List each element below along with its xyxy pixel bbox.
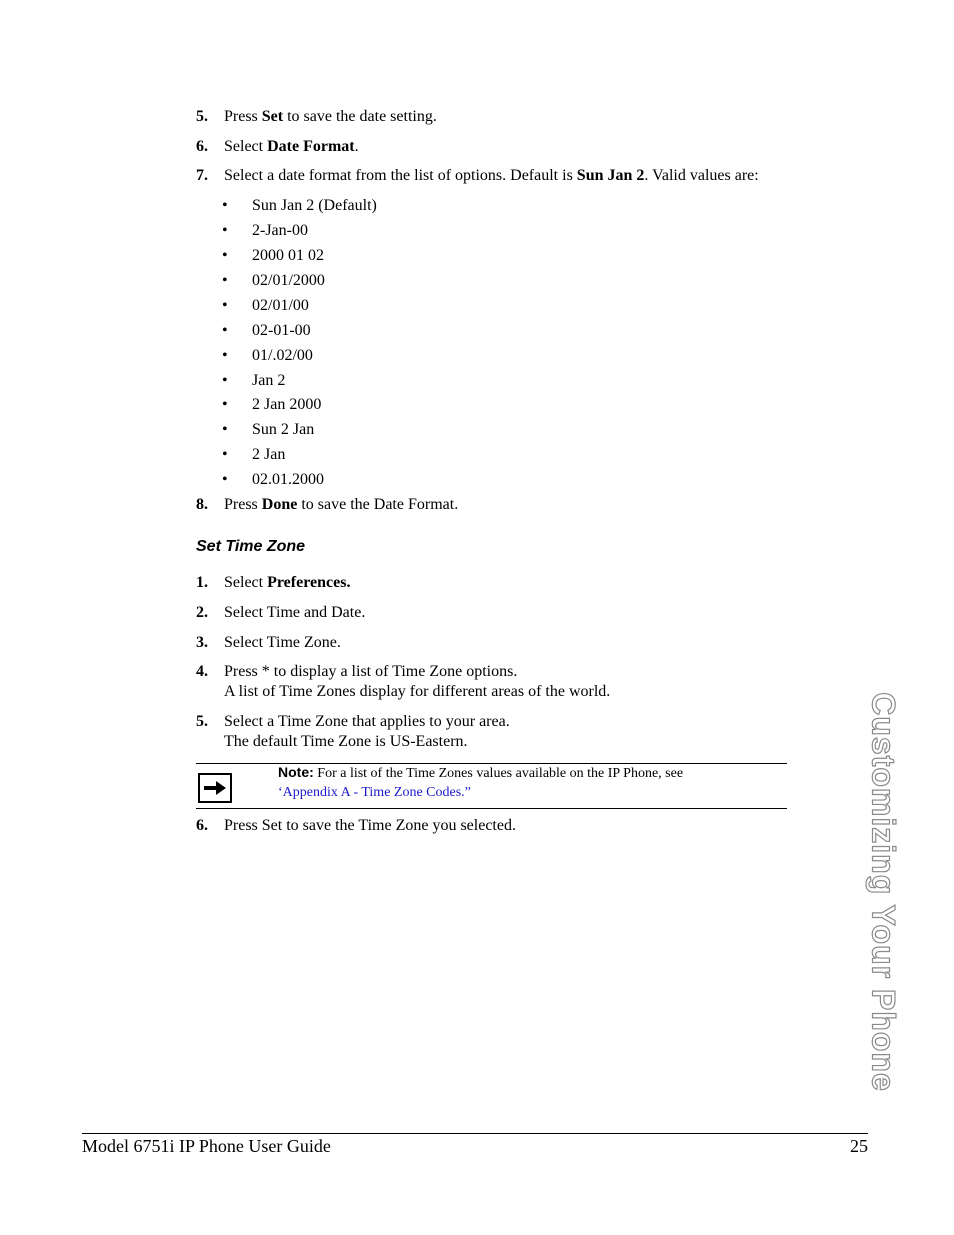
step-text (224, 573, 350, 593)
bullet-icon: • (222, 372, 228, 389)
date-format-option: 02-01-00 (252, 322, 311, 339)
step-text-pre: Select (224, 138, 268, 155)
step-text-continued: The default Time Zone is US-Eastern. (224, 733, 468, 750)
date-format-option: 2-Jan-00 (252, 222, 308, 239)
step-text-pre: Select (224, 574, 268, 591)
bullet-icon: • (222, 396, 228, 413)
step-number: 7. (196, 167, 208, 184)
step-number: 8. (196, 496, 208, 513)
step-text-post: to save the date setting. (283, 108, 437, 125)
chapter-side-tab-label: Customizing Your Phone (865, 692, 902, 1092)
step-text (224, 166, 759, 186)
bullet-icon: • (222, 471, 228, 488)
step-number: 6. (196, 138, 208, 155)
date-format-option: 02/01/00 (252, 297, 309, 314)
footer-title: Model 6751i IP Phone User Guide (82, 1136, 331, 1156)
step-text-post: . (354, 138, 359, 155)
step-text: Select Time and Date. (224, 604, 366, 621)
bullet-icon: • (222, 322, 228, 339)
date-format-option: 01/.02/00 (252, 347, 313, 364)
step-number: 5. (196, 108, 208, 125)
step-text: Select a Time Zone that applies to your area. (224, 713, 510, 730)
step-text (224, 495, 458, 515)
page-number: 25 (850, 1136, 868, 1156)
note-text (278, 763, 783, 802)
step-text-bold: Done (261, 496, 298, 513)
step-text-pre: Press (224, 108, 262, 125)
bullet-icon: • (222, 247, 228, 264)
bullet-icon: • (222, 222, 228, 239)
bullet-icon: • (222, 446, 228, 463)
step-text-continued: A list of Time Zones display for different areas of the world. (224, 683, 611, 700)
step-number: 4. (196, 663, 208, 680)
note-bottom-rule (196, 808, 787, 809)
step-number: 5. (196, 713, 208, 730)
bullet-icon: • (222, 297, 228, 314)
step-text-bold: Sun Jan 2 (576, 167, 645, 184)
note-body: For a list of the Time Zones values available on the IP Phone, see (313, 766, 684, 781)
date-format-option: 2 Jan 2000 (252, 396, 322, 413)
step-number: 1. (196, 574, 208, 591)
date-format-option: 02.01.2000 (252, 471, 324, 488)
bullet-icon: • (222, 347, 228, 364)
date-format-option: Jan 2 (252, 372, 286, 389)
step-text-pre: Select a date format from the list of options. Default is (224, 167, 577, 184)
section-heading: Set Time Zone (196, 538, 306, 555)
step-text: Select Time Zone. (224, 634, 341, 651)
step-text: Press * to display a list of Time Zone options. (224, 663, 518, 680)
step-text-bold: Set (261, 108, 284, 125)
bullet-icon: • (222, 421, 228, 438)
step-text-bold: Preferences. (267, 574, 351, 591)
step-text-post: to save the Date Format. (297, 496, 459, 513)
date-format-option: Sun 2 Jan (252, 421, 315, 438)
step-text (224, 107, 437, 127)
date-format-option: Sun Jan 2 (Default) (252, 197, 377, 214)
note-label: Note: (278, 764, 314, 780)
step-number: 6. (196, 817, 208, 834)
date-format-option: 02/01/2000 (252, 272, 325, 289)
arrow-right-icon-glyph (203, 780, 227, 796)
step-number: 3. (196, 634, 208, 651)
step-text-post: . Valid values are: (644, 167, 759, 184)
appendix-a-link[interactable]: ‘Appendix A - Time Zone Codes.” (278, 785, 471, 800)
footer-rule (82, 1133, 868, 1134)
bullet-icon: • (222, 197, 228, 214)
step-text-bold: Date Format (267, 138, 355, 155)
step-number: 2. (196, 604, 208, 621)
step-text-pre: Press (224, 496, 262, 513)
date-format-option: 2000 01 02 (252, 247, 324, 264)
step-text: Press Set to save the Time Zone you selected. (224, 817, 516, 834)
step-text (224, 137, 359, 157)
date-format-option: 2 Jan (252, 446, 286, 463)
bullet-icon: • (222, 272, 228, 289)
arrow-right-icon (198, 773, 232, 803)
